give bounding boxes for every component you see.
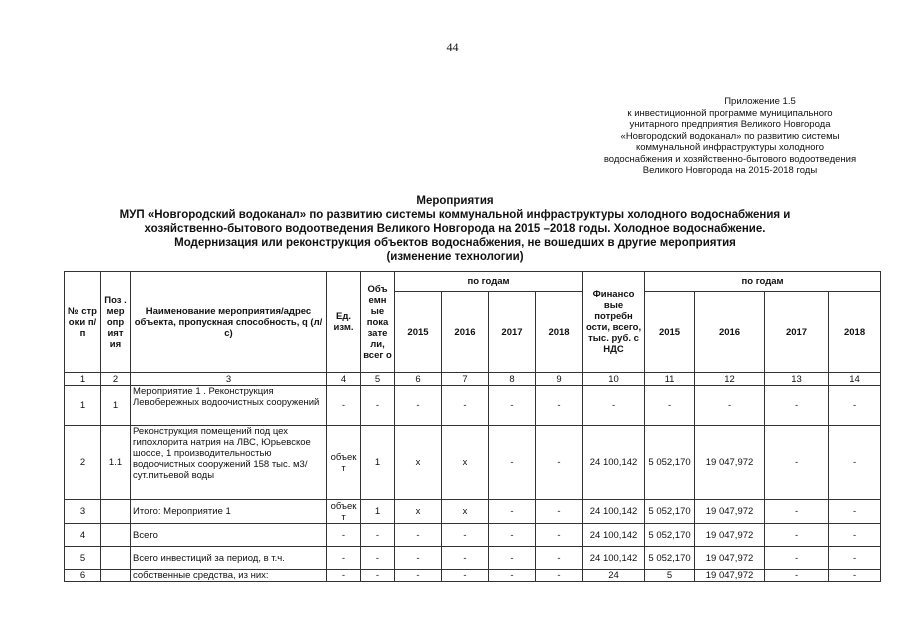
table-cell: 5 052,170 [645,500,695,524]
header-finance: Финансо вые потребн ости, всего, тыс. руб. с НДС [583,272,645,373]
table-cell: - [536,547,583,570]
measures-table [64,271,881,582]
table-cell: - [489,386,536,426]
table-cell: Итого: Мероприятие 1 [131,500,327,524]
table-cell: Реконструкция помещений под цех гипохлорита натрия на ЛВС, Юрьевское шоссе, 1 производительностью водоочистных сооружений 158 тыс. м3/сут.питьевой воды [131,426,327,500]
table-cell: - [395,386,442,426]
appendix-line: Приложение 1.5 [724,96,796,107]
table-cell: объек т [327,426,361,500]
column-number: 14 [829,373,881,386]
table-cell: - [361,547,395,570]
table-cell: - [536,500,583,524]
table-cell: - [695,386,765,426]
header-unit: Ед. изм. [327,272,361,373]
column-numbers-row [65,373,881,386]
column-number: 3 [131,373,327,386]
table-cell: - [395,570,442,582]
column-number: 11 [645,373,695,386]
table-cell [101,524,131,547]
header-name: Наименование мероприятия/адрес объекта, пропускная способность, q (л/с) [131,272,327,373]
table-cell: - [765,570,829,582]
table-cell: - [395,524,442,547]
title-line: хозяйственно-бытового водоотведения Великого Новгорода на 2015 –2018 годы. Холодное водоснабжение. [144,223,766,235]
table-cell: - [442,524,489,547]
table-cell: - [395,547,442,570]
table-cell: - [442,547,489,570]
table-cell: Всего [131,524,327,547]
table-cell: 24 100,142 [583,500,645,524]
table-cell: - [489,570,536,582]
page-number: 44 [446,40,459,54]
table-cell: х [442,500,489,524]
table-cell: объек т [327,500,361,524]
table-cell: - [327,386,361,426]
title-line: (изменение технологии) [386,251,524,263]
table-cell: 5 052,170 [645,426,695,500]
table-cell [101,570,131,582]
table-cell: - [536,386,583,426]
table-cell: х [442,426,489,500]
table-cell: 1.1 [101,426,131,500]
column-number: 4 [327,373,361,386]
table-cell: - [536,426,583,500]
table-cell: - [829,500,881,524]
table-cell: - [442,570,489,582]
table-cell: - [489,426,536,500]
table-cell: - [829,386,881,426]
table-cell: - [327,547,361,570]
column-number: 8 [489,373,536,386]
appendix-line: водоснабжения и хозяйственно-бытового водоотведения [603,153,857,165]
title-line: МУП «Новгородский водоканал» по развитию системы коммунальной инфраструктуры холодного водоснабжения и [119,209,791,221]
table-cell: - [489,524,536,547]
header-year: 2018 [829,292,881,373]
header-row [65,272,881,292]
table-cell: 24 100,142 [583,547,645,570]
table-cell: 19 047,972 [695,426,765,500]
table-cell: 19 047,972 [695,500,765,524]
table-cell: - [829,547,881,570]
table-row [65,426,881,500]
column-number: 6 [395,373,442,386]
column-number: 12 [695,373,765,386]
title-line: Модернизация или реконструкция объектов водоснабжения, не вошедших в другие мероприятия [174,237,736,249]
header-by-years: по годам [645,272,881,292]
table-cell: 19 047,972 [695,570,765,582]
table-cell: - [361,386,395,426]
table-cell: - [536,570,583,582]
table-cell: - [583,386,645,426]
table-row [65,500,881,524]
table-cell: - [829,524,881,547]
table-cell: 1 [65,386,101,426]
table-cell: 2 [65,426,101,500]
table-cell: Всего инвестиций за период, в т.ч. [131,547,327,570]
column-number: 13 [765,373,829,386]
appendix-line: коммунальной инфраструктуры холодного [635,142,825,153]
table-cell: 5 052,170 [645,547,695,570]
table-cell: 19 047,972 [695,547,765,570]
table-cell: х [395,500,442,524]
table-cell: - [765,500,829,524]
table-cell: 1 [361,500,395,524]
document-title [30,194,880,264]
table-row [65,547,881,570]
table-row [65,570,881,582]
table-cell: - [645,386,695,426]
table-cell: х [395,426,442,500]
header-position: Поз . мер опр ият ия [101,272,131,373]
table-cell: 1 [361,426,395,500]
header-year: 2015 [645,292,695,373]
table-cell: 4 [65,524,101,547]
table-cell: 5 [65,547,101,570]
table-cell: - [361,570,395,582]
table-cell: собственные средства, из них: [131,570,327,582]
table-cell: - [765,547,829,570]
table-cell: - [361,524,395,547]
header-year: 2016 [442,292,489,373]
table-row [65,386,881,426]
table-cell: 19 047,972 [695,524,765,547]
column-number: 7 [442,373,489,386]
header-by-years: по годам [395,272,583,292]
table-cell: - [765,426,829,500]
table-cell: 5 052,170 [645,524,695,547]
appendix-line: «Новгородский водоканал» по развитию системы [620,130,840,142]
table-cell: - [765,524,829,547]
table-cell: Мероприятие 1 . Реконструкция Левобережных водоочистных сооружений [131,386,327,426]
table-cell: 24 [583,570,645,582]
column-number: 9 [536,373,583,386]
header-year: 2017 [765,292,829,373]
appendix-line: Великого Новгорода на 2015-2018 годы [642,165,818,176]
appendix-line: унитарного предприятия Великого Новгорода [629,119,831,130]
table-cell: - [327,570,361,582]
table-cell: 6 [65,570,101,582]
table-cell: - [765,386,829,426]
title-line: Мероприятия [416,195,494,207]
table-cell: - [829,570,881,582]
column-number: 10 [583,373,645,386]
table-cell: - [327,524,361,547]
column-number: 5 [361,373,395,386]
table-cell: - [829,426,881,500]
table-cell [101,547,131,570]
header-volume: Объ емн ые пока зате ли, всег о [361,272,395,373]
table-cell: - [536,524,583,547]
header-year: 2016 [695,292,765,373]
header-row-no: № стр оки п/п [65,272,101,373]
column-number: 1 [65,373,101,386]
table-cell: - [442,386,489,426]
header-year: 2017 [489,292,536,373]
header-year: 2015 [395,292,442,373]
appendix-header [560,96,900,177]
table-cell: 3 [65,500,101,524]
header-year: 2018 [536,292,583,373]
table-cell: 1 [101,386,131,426]
table-cell: 24 100,142 [583,426,645,500]
table-cell: - [489,547,536,570]
table-cell: 5 [645,570,695,582]
table-cell [101,500,131,524]
table-cell: 24 100,142 [583,524,645,547]
appendix-line: к инвестиционной программе муниципального [627,107,833,119]
table-row [65,524,881,547]
table-cell: - [489,500,536,524]
column-number: 2 [101,373,131,386]
